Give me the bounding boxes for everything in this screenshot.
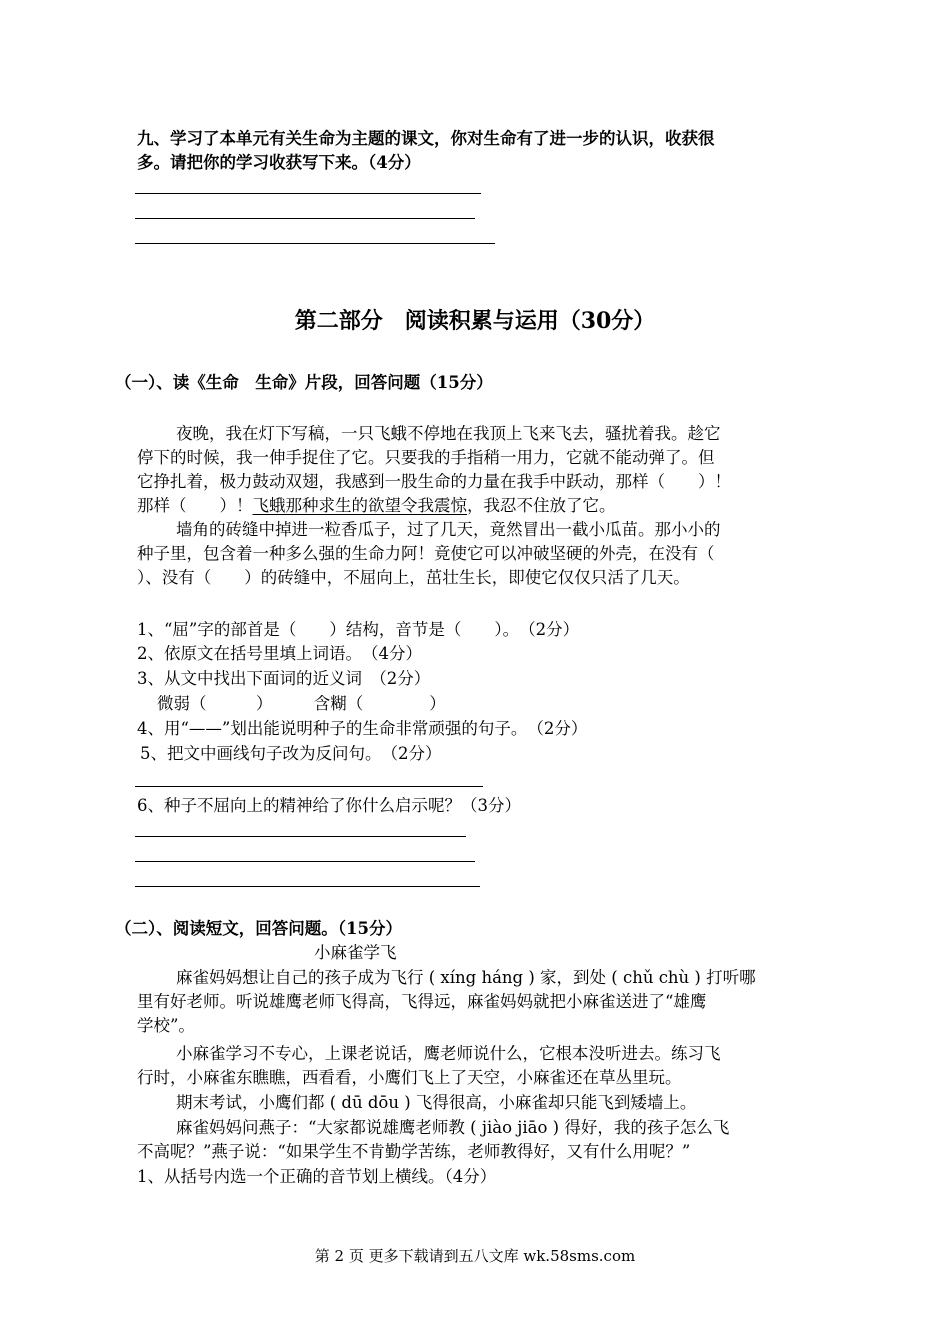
story-line: 麻雀妈妈想让自己的孩子成为飞行 ( xíng háng ) 家，到处 ( chǔ chù ) 打听哪 [176,968,756,987]
passage-line: 种子里，包含着一种多么强的生命力阿！竟使它可以冲破坚硬的外壳，在没有（ [137,544,715,563]
section1-heading: （一）、读《生命 生命》片段，回答问题（15分） [115,373,493,392]
answer-line [135,218,475,219]
question-1: 1、“屈”字的部首是（ ）结构，音节是（ ）。 （2分） [137,620,580,639]
question-3-words: 微弱（ ） 含糊（ ） [157,694,446,713]
passage-line: 它挣扎着，极力鼓动双翅，我感到一股生命的力量在我手中跃动，那样（ ）！ [137,472,731,491]
passage-line: 墙角的砖缝中掉进一粒香瓜子，过了几天，竟然冒出一截小瓜苗。那小小的 [176,520,721,539]
question-3: 3、从文中找出下面词的近义词 （2分） [137,669,431,688]
story-title: 小麻雀学飞 [314,943,397,962]
story-line: 小麻雀学习不专心，上课老说话，鹰老师说什么，它根本没听进去。练习飞 [176,1044,721,1063]
passage-line: 停下的时候，我一伸手捉住了它。只要我的手指稍一用力，它就不能动弹了。但 [137,448,715,467]
answer-line [135,836,466,837]
answer-line [135,786,483,787]
answer-line [135,243,495,244]
underlined-sentence: 飞蛾那种求生的欲望令我震惊 [252,496,467,515]
question-2: 2、依原文在括号里填上词语。 （4分） [137,644,422,663]
story-line: 期末考试，小鹰们都 ( dū dōu ) 飞得很高，小麻雀却只能飞到矮墙上。 [176,1093,697,1112]
story-line: 不高呢？”燕子说：“如果学生不肯勤学苦练，老师教得好，又有什么用呢？” [137,1142,691,1161]
story-line: 行时，小麻雀东瞧瞧，西看看，小鹰们飞上了天空，小麻雀还在草丛里玩。 [137,1068,682,1087]
section2-heading: （二）、阅读短文，回答问题。（15分） [115,919,402,938]
story-line: 里有好老师。听说雄鹰老师飞得高，飞得远，麻雀妈妈就把小麻雀送进了“雄鹰 [137,992,707,1011]
passage-line: 夜晚，我在灯下写稿，一只飞蛾不停地在我顶上飞来飞去，骚扰着我。趁它 [176,424,721,443]
passage-line [137,495,616,517]
question-4: 4、用“——”划出能说明种子的生命非常顽强的句子。 （2分） [137,719,588,738]
question-5: 5、把文中画线句子改为反问句。 （2分） [140,744,442,763]
part2-title: 第二部分 阅读积累与运用（30分） [294,308,656,334]
section2-question-1: 1、从括号内选一个正确的音节划上横线。（4分） [137,1167,497,1186]
answer-line [135,193,481,194]
story-line: 麻雀妈妈问燕子：“大家都说雄鹰老师教 ( jiào jiāo ) 得好，我的孩子怎么飞 [176,1118,730,1137]
passage-text: 那样（ ）！ [137,496,253,515]
q9-line2: 多。请把你的学习收获写下来。（4分） [137,153,421,172]
passage-line: ）、没有（ ）的砖缝中，不屈向上，茁壮生长，即使它仅仅只活了几天。 [137,568,690,587]
answer-line [135,886,480,887]
answer-line [135,861,475,862]
passage-text: ，我忍不住放了它。 [467,496,616,515]
page-footer: 第 2 页 更多下载请到五八文库 wk.58sms.com [314,1247,636,1265]
q9-line1: 九、学习了本单元有关生命为主题的课文，你对生命有了进一步的认识，收获很 [137,129,715,148]
question-6: 6、种子不屈向上的精神给了你什么启示呢？（3分） [137,796,521,815]
story-line: 学校”。 [137,1016,195,1035]
